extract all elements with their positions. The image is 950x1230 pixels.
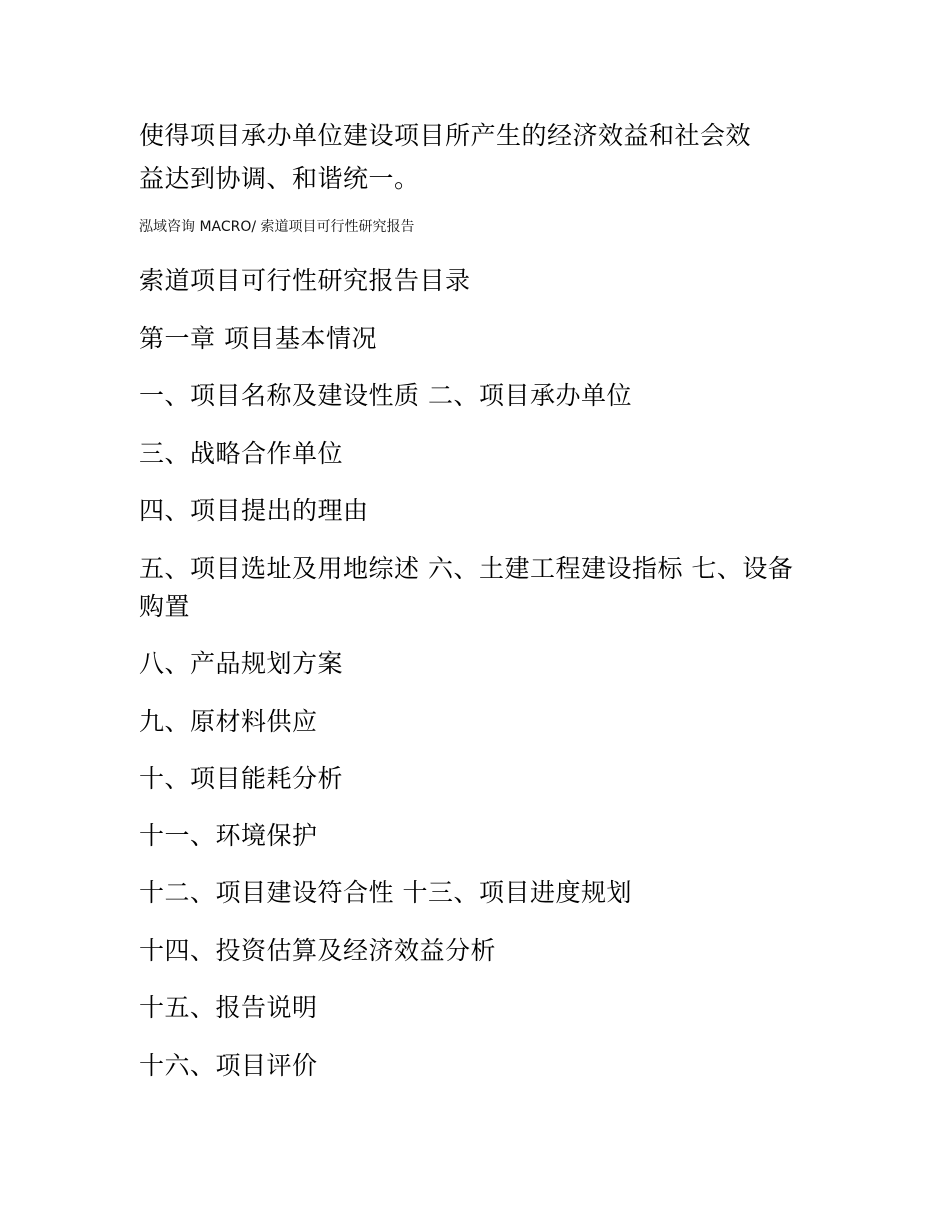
- intro-line-2: 益达到协调、和谐统一。: [139, 164, 420, 193]
- toc-item: 购置: [139, 592, 191, 621]
- toc-title: 索道项目可行性研究报告目录: [139, 266, 471, 295]
- toc-item: 一、项目名称及建设性质 二、项目承办单位: [139, 381, 632, 410]
- toc-item: 十一、环境保护: [139, 821, 318, 850]
- toc-item: 五、项目选址及用地综述 六、土建工程建设指标 七、设备: [139, 554, 794, 583]
- toc-item: 八、产品规划方案: [139, 649, 344, 678]
- toc-item: 十六、项目评价: [139, 1051, 318, 1080]
- toc-item: 十、项目能耗分析: [139, 764, 344, 793]
- toc-item: 三、战略合作单位: [139, 439, 344, 468]
- toc-item: 十二、项目建设符合性 十三、项目进度规划: [139, 878, 632, 907]
- toc-item: 十五、报告说明: [139, 993, 318, 1022]
- toc-item: 四、项目提出的理由: [139, 496, 369, 525]
- toc-item: 十四、投资估算及经济效益分析: [139, 936, 497, 965]
- intro-line-1: 使得项目承办单位建设项目所产生的经济效益和社会效: [139, 121, 752, 150]
- chapter-heading: 第一章 项目基本情况: [139, 324, 377, 353]
- toc-item: 九、原材料供应: [139, 707, 318, 736]
- running-header: 泓域咨询 MACRO/ 索道项目可行性研究报告: [139, 219, 415, 235]
